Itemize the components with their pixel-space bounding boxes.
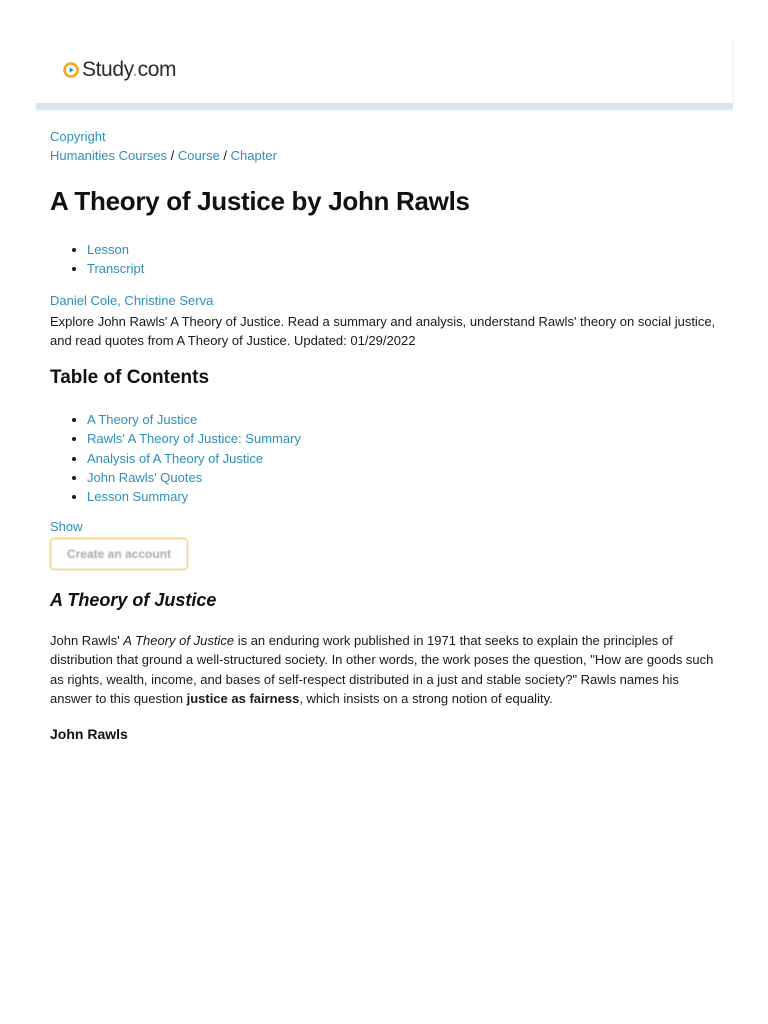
tab-transcript[interactable]	[87, 259, 144, 278]
create-account-button[interactable]: Create an account	[50, 538, 188, 570]
breadcrumb-separator: /	[219, 148, 231, 163]
authors-link-row	[50, 293, 213, 308]
lesson-summary-text: Explore John Rawls' A Theory of Justice. Read a summary and analysis, understand Rawls' theory on social justice, and read quotes from A Theory of Justice. Updated: 01/29/2022	[50, 314, 716, 348]
copyright-link-row	[50, 129, 106, 144]
lesson-tabs	[50, 240, 144, 279]
show-toggle[interactable]: Show	[50, 519, 83, 534]
breadcrumb-humanities-courses[interactable]: Humanities Courses	[50, 148, 168, 163]
table-of-contents	[50, 410, 301, 506]
toc-item-label: A Theory of Justice	[87, 412, 198, 427]
authors-link[interactable]: Daniel Cole, Christine Serva	[50, 293, 214, 308]
play-circle-icon	[63, 62, 79, 78]
john-rawls-heading: John Rawls	[50, 726, 128, 742]
toc-item-label: John Rawls' Quotes	[87, 469, 203, 485]
breadcrumb-separator: /	[167, 148, 178, 163]
copyright-link[interactable]: Copyright	[50, 129, 106, 144]
toc-item-label: Analysis of A Theory of Justice	[87, 450, 264, 466]
section-title: A Theory of Justice	[50, 590, 217, 610]
page-title: A Theory of Justice by John Rawls	[50, 186, 470, 216]
breadcrumb-course[interactable]: Course	[177, 148, 220, 163]
toc-item-summary[interactable]	[87, 429, 301, 448]
toc-item-a-theory-of-justice[interactable]	[87, 410, 301, 429]
intro-paragraph	[50, 631, 722, 708]
logo-wordmark: Study.com	[82, 58, 177, 81]
toc-item-quotes[interactable]	[87, 468, 301, 487]
tab-lesson-label: Lesson	[87, 242, 129, 257]
toc-item-analysis[interactable]	[87, 449, 301, 468]
toc-title: Table of Contents	[50, 367, 210, 388]
book-title-emphasis: A Theory of Justice	[123, 633, 235, 648]
header-divider	[36, 103, 733, 111]
tab-lesson[interactable]	[87, 240, 144, 259]
paragraph-text: , which insists on a strong notion of equality.	[299, 690, 553, 706]
paragraph-text: John Rawls'	[50, 633, 124, 648]
toc-item-lesson-summary[interactable]	[87, 487, 301, 506]
breadcrumb-chapter[interactable]: Chapter	[230, 148, 277, 163]
study-logo[interactable]	[63, 57, 176, 83]
tab-transcript-label: Transcript	[87, 261, 145, 277]
paragraph-text: is an enduring work published in 1971 that seeks to explain the principles of distribution that ground a well-structured society. In other words, the work poses the question, "How are goods such as rights, wealth, income, and bases of self-respect distributed in a just and stable society?" Rawls names his answer to this question	[50, 633, 714, 706]
key-term: justice as fairness	[186, 690, 300, 706]
toc-item-label: Rawls' A Theory of Justice: Summary	[87, 431, 301, 447]
site-header	[36, 40, 734, 104]
show-toggle-row	[50, 519, 83, 534]
breadcrumb	[50, 148, 277, 163]
toc-item-label: Lesson Summary	[87, 489, 189, 505]
